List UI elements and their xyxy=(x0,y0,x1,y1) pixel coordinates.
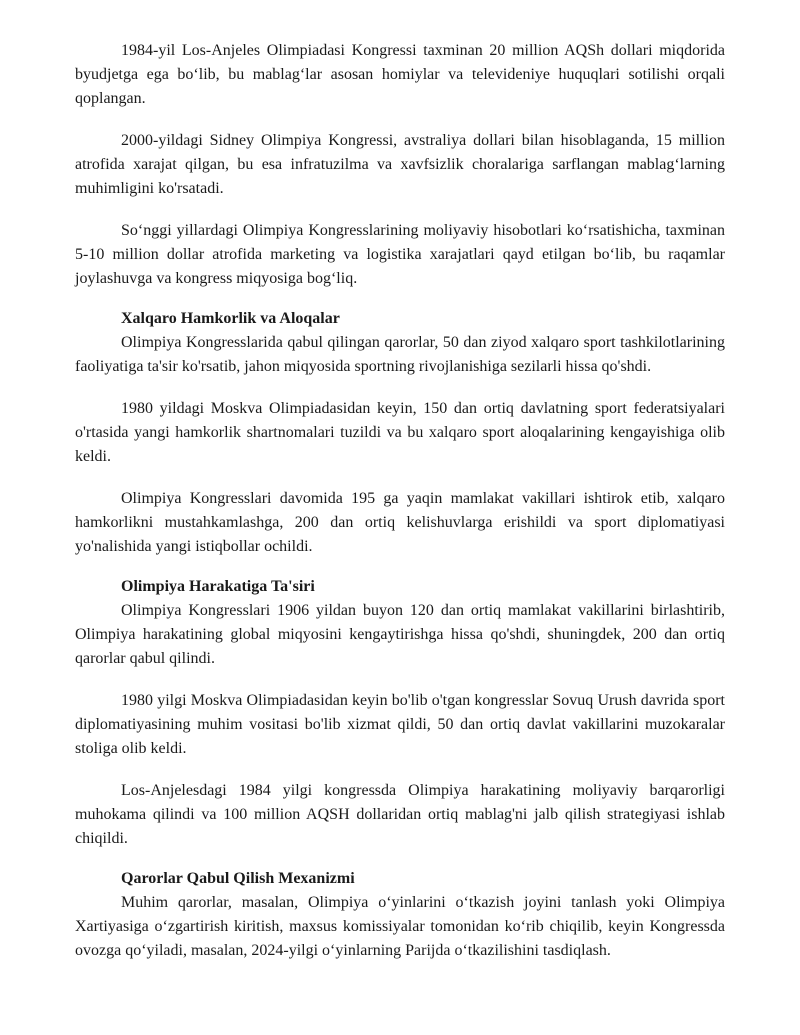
paragraph: 2000-yildagi Sidney Olimpiya Kongressi, avstraliya dollari bilan hisoblaganda, 15 million atrofida xarajat qilgan, bu esa infratuzilma va xavfsizlik choralariga sarflangan mablag‘larning muhimligini ko'rsatadi. xyxy=(75,132,725,197)
paragraph: 1984-yil Los-Anjeles Olimpiadasi Kongressi taxminan 20 million AQSh dollari miqdorida byudjetga ega bo‘lib, bu mablag‘lar asosan homiylar va televideniye huquqlari sotilishi orqali qoplangan. xyxy=(75,42,725,107)
paragraph: Olimpiya Kongresslari 1906 yildan buyon 120 dan ortiq mamlakat vakillarini birlashtirib, Olimpiya harakatining global miqyosini kengaytirishga hissa qo'shdi, shuningdek, 200 dan ortiq qarorlar qabul qilindi. xyxy=(75,602,725,667)
paragraph: 1980 yildagi Moskva Olimpiadasidan keyin, 150 dan ortiq davlatning sport federatsiyalari o'rtasida yangi hamkorlik shartnomalari tuzildi va bu xalqaro sport aloqalarining kengayishiga olib keldi. xyxy=(75,400,725,465)
paragraph: So‘nggi yillardagi Olimpiya Kongresslarining moliyaviy hisobotlari ko‘rsatishicha, taxminan 5-10 million dollar atrofida marketing va logistika xarajatlari qayd etilgan bo‘lib, bu raqamlar joylashuvga va kongress miqyosiga bog‘liq. xyxy=(75,222,725,287)
paragraph: Muhim qarorlar, masalan, Olimpiya o‘yinlarini o‘tkazish joyini tanlash yoki Olimpiya Xartiyasiga o‘zgartirish kiritish, maxsus komissiyalar tomonidan ko‘rib chiqilib, keyin Kongressda ovozga qo‘yiladi, masalan, 2024-yilgi o‘yinlarning Parijda o‘tkazilishini tasdiqlash. xyxy=(75,894,725,959)
paragraph: Olimpiya Kongresslari davomida 195 ga yaqin mamlakat vakillari ishtirok etib, xalqaro hamkorlikni mustahkamlashga, 200 dan ortiq kelishuvlarga erishildi va sport diplomatiyasi yo'nalishida yangi istiqbollar ochildi. xyxy=(75,490,725,555)
document-page xyxy=(75,39,725,963)
section-heading: Xalqaro Hamkorlik va Aloqalar xyxy=(121,310,340,327)
paragraph: 1980 yilgi Moskva Olimpiadasidan keyin bo'lib o'tgan kongresslar Sovuq Urush davrida sport diplomatiyasining muhim vositasi bo'lib xizmat qildi, 50 dan ortiq davlat vakillarini muzokaralar stoliga olib keldi. xyxy=(75,692,725,757)
paragraph: Olimpiya Kongresslarida qabul qilingan qarorlar, 50 dan ziyod xalqaro sport tashkilotlarining faoliyatiga ta'sir ko'rsatib, jahon miqyosida sportning rivojlanishiga sezilarli hissa qo'shdi. xyxy=(75,334,725,375)
section-heading: Qarorlar Qabul Qilish Mexanizmi xyxy=(121,870,355,887)
paragraph: Los-Anjelesdagi 1984 yilgi kongressda Olimpiya harakatining moliyaviy barqarorligi muhokama qilindi va 100 million AQSH dollaridan ortiq mablag'ni jalb qilish strategiyasi ishlab chiqildi. xyxy=(75,782,725,847)
section-heading: Olimpiya Harakatiga Ta'siri xyxy=(121,578,315,595)
